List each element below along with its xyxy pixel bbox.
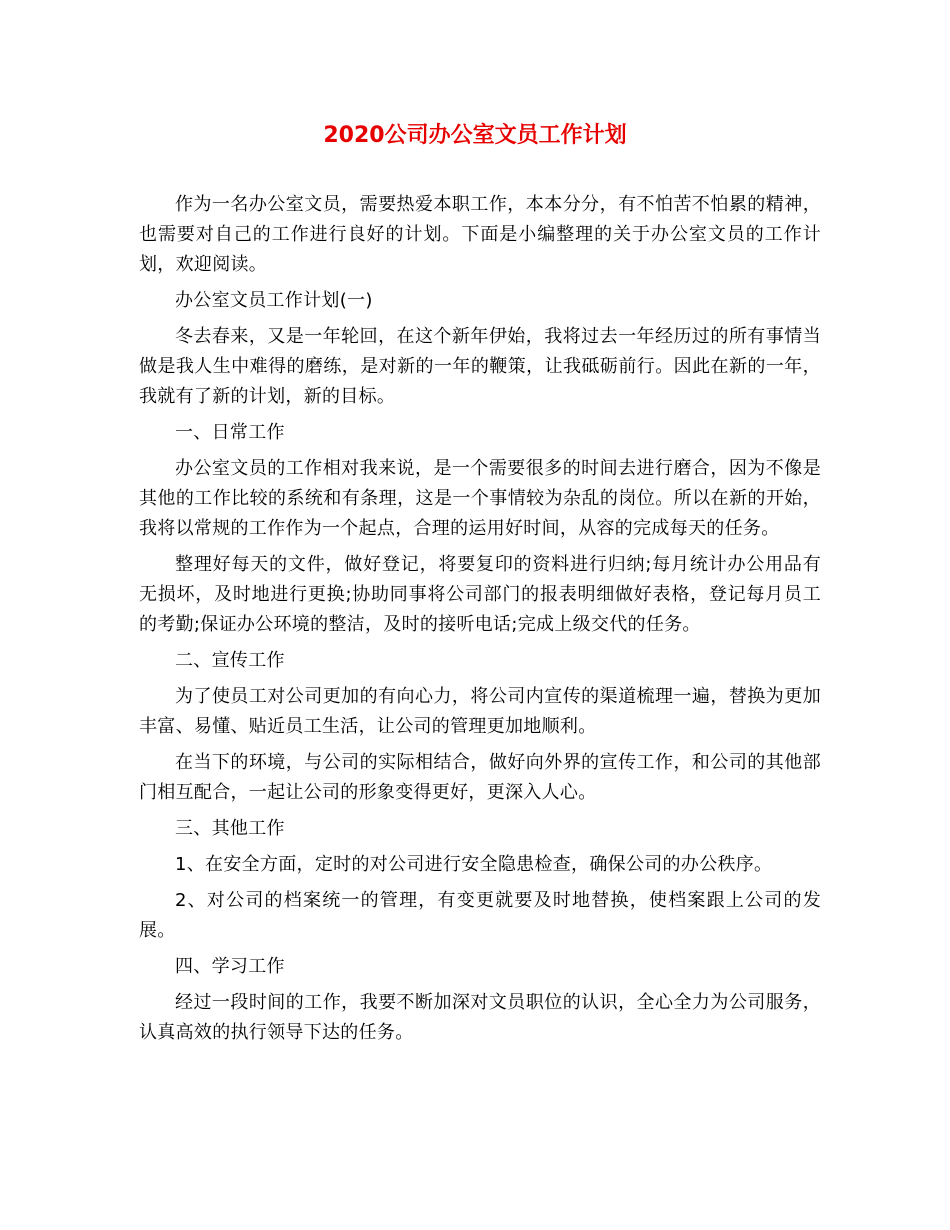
section-heading-daily-work: 一、日常工作 — [175, 422, 285, 443]
document-title: 2020公司办公室文员工作计划 — [323, 123, 627, 148]
paragraph-learning: 经过一段时间的工作，我要不断加深对文员职位的认识，全心全力为公司服务，认真高效的执行领导下达的任务。 — [139, 992, 821, 1043]
paragraph-other-safety: 1、在安全方面，定时的对公司进行安全隐患检查，确保公司的办公秩序。 — [175, 854, 773, 875]
paragraph-publicity-cooperation: 在当下的环境，与公司的实际相结合，做好向外界的宣传工作，和公司的其他部门相互配合，一起让公司的形象变得更好，更深入人心。 — [139, 752, 821, 803]
section-heading-publicity-work: 二、宣传工作 — [175, 650, 285, 671]
paragraph-intro: 作为一名办公室文员，需要热爱本职工作，本本分分，有不怕苦不怕累的精神，也需要对自己的工作进行良好的计划。下面是小编整理的关于办公室文员的工作计划，欢迎阅读。 — [139, 194, 821, 275]
section-heading-learning-work: 四、学习工作 — [175, 956, 285, 977]
paragraph-new-year: 冬去春来，又是一年轮回，在这个新年伊始，我将过去一年经历过的所有事情当做是我人生中难得的磨练，是对新的一年的鞭策，让我砥砺前行。因此在新的一年，我就有了新的计划，新的目标。 — [139, 326, 821, 407]
document-body — [139, 190, 821, 1054]
paragraph-other-archives: 2、对公司的档案统一的管理，有变更就要及时地替换，使档案跟上公司的发展。 — [139, 890, 821, 941]
section-heading-other-work: 三、其他工作 — [175, 818, 285, 839]
paragraph-publicity-channels: 为了使员工对公司更加的有向心力，将公司内宣传的渠道梳理一遍，替换为更加丰富、易懂、贴近员工生活，让公司的管理更加地顺利。 — [139, 686, 821, 737]
paragraph-daily-work-overview: 办公室文员的工作相对我来说，是一个需要很多的时间去进行磨合，因为不像是其他的工作比较的系统和有条理，这是一个事情较为杂乱的岗位。所以在新的开始，我将以常规的工作作为一个起点，合理的运用好时间，从容的完成每天的任务。 — [139, 458, 821, 539]
section-heading-plan-1: 办公室文员工作计划(一) — [175, 290, 373, 311]
paragraph-daily-work-tasks: 整理好每天的文件，做好登记，将要复印的资料进行归纳;每月统计办公用品有无损坏，及时地进行更换;协助同事将公司部门的报表明细做好表格，登记每月员工的考勤;保证办公环境的整洁，及时的接听电话;完成上级交代的任务。 — [139, 554, 821, 635]
